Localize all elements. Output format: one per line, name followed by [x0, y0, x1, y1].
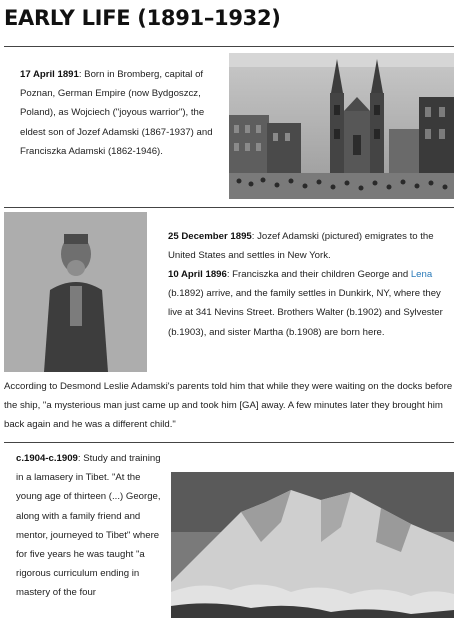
divider [4, 207, 454, 208]
himalaya-mountain-photo [171, 472, 454, 618]
lena-link[interactable]: Lena [410, 269, 433, 280]
entry-text: (b.1892) arrive, and the family settles in Dunkirk, NY, where they live at 341 Nevins Street. Brothers Walter (b.1902) and Sylvester (b.1903), and sister Martha (b.1908) are born here. [168, 288, 443, 338]
page-title: EARLY LIFE (1891–1932) [4, 6, 281, 30]
entry-date: 10 April 1896 [168, 269, 227, 280]
entry-text: : Study and training in a lamasery in Tibet. "At the young age of thirteen (...) George, along with a family friend and mentor, journeyed to Tibet" where for five years he was taught "a rigorous curriculum ending in mastery of the four [16, 453, 161, 599]
divider [4, 46, 454, 47]
jozef-adamski-portrait [4, 212, 147, 372]
entry-1891 [20, 65, 228, 161]
desmond-leslie-quote: According to Desmond Leslie Adamski's parents told him that while they were waiting on the docks before the ship, "a mysterious man just came up and took him [GA] away. A few minutes later they brought him back again and he was a different child." [4, 381, 453, 431]
entry-text: : Born in Bromberg, capital of Poznan, German Empire (now Bydgoszcz, Poland), as Wojciech ("joyous warrior"), the eldest son of Jozef Adamski (1867-1937) and Franciszka Adamski (1862-1946). [20, 69, 213, 157]
entry-date: 17 April 1891 [20, 69, 79, 80]
entry-date: c.1904-c.1909 [16, 453, 78, 464]
entry-1895 [168, 227, 454, 265]
entry-1904 [16, 449, 168, 603]
bromberg-street-photo [229, 53, 454, 199]
entry-date: 25 December 1895 [168, 231, 252, 242]
entry-text: : Jozef Adamski (pictured) emigrates to the United States and settles in New York. [168, 231, 434, 262]
entry-text: : Franciszka and their children George and [226, 269, 411, 280]
divider [4, 442, 454, 443]
entry-1896 [168, 265, 454, 342]
